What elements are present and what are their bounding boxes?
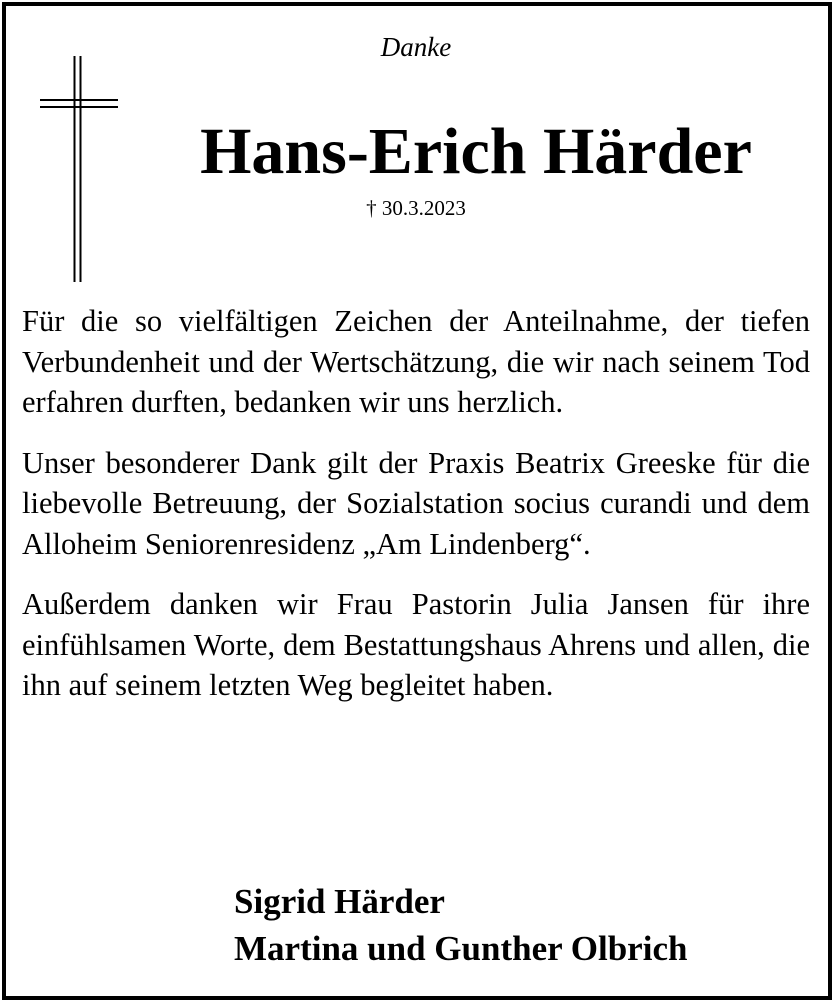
message-body <box>22 301 810 726</box>
deceased-name: Hans-Erich Härder <box>200 115 752 188</box>
paragraph: Unser besonderer Dank gilt der Praxis Beatrix Greeske für die liebevolle Betreuung, der Sozialstation socius curandi und dem Alloheim Seniorenresidenz „Am Lindenberg“. <box>22 445 810 561</box>
death-date: † 30.3.2023 <box>366 196 466 220</box>
heading-thanks: Danke <box>380 32 452 62</box>
paragraph: Außerdem danken wir Frau Pastorin Julia Jansen für ihre einfühlsamen Worte, dem Bestattungshaus Ahrens und allen, die ihn auf seinem letzten Weg begleitet haben. <box>22 587 810 702</box>
signer-name: Sigrid Härder <box>234 882 445 921</box>
cross-icon <box>40 56 118 282</box>
signer-name: Martina und Gunther Olbrich <box>234 929 688 968</box>
paragraph: Für die so vielfältigen Zeichen der Anteilnahme, der tiefen Verbundenheit und der Wertschätzung, die wir nach seinem Tod erfahren durften, bedanken wir uns herzlich. <box>22 304 810 419</box>
signers <box>234 878 687 972</box>
